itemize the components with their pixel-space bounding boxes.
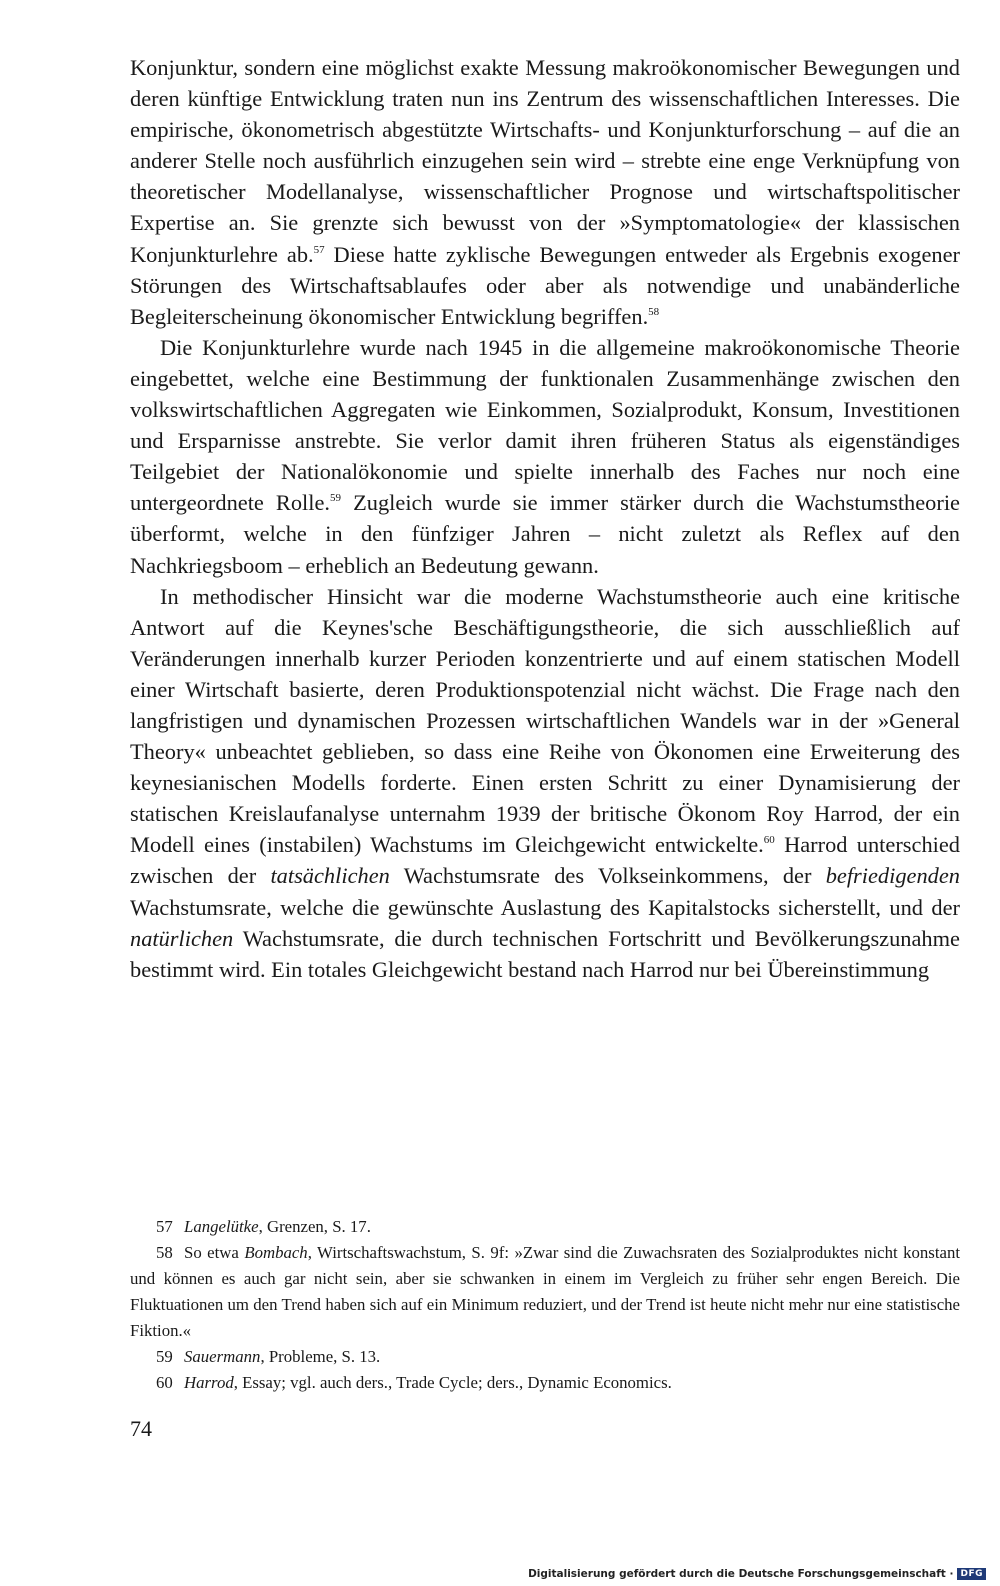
emphasis-text: tatsächlichen xyxy=(270,863,390,889)
footnote xyxy=(130,1214,960,1240)
emphasis-text: natürlichen xyxy=(130,925,234,951)
text-run: , Grenzen, S. 17. xyxy=(258,1217,371,1236)
footnote-number: 60 xyxy=(156,1373,173,1392)
footnote-number: 58 xyxy=(156,1243,173,1262)
text-run: Wachstumsrate, die durch technischen Fortschritt und Bevölkerungszunahme bestimmt wird. Ein totales Gleichgewicht bestand nach Harrod nur bei Übereinstimmung xyxy=(130,925,960,982)
text-run: , Probleme, S. 13. xyxy=(260,1347,381,1366)
text-run: Harrod unterschied zwischen der xyxy=(130,832,960,889)
footnote xyxy=(130,1370,960,1396)
text-run: Wachstumsrate des Volkseinkommens, der xyxy=(389,863,826,889)
footnotes xyxy=(130,1214,960,1396)
footnote xyxy=(130,1344,960,1370)
text-run: Wachstumsrate, welche die gewünschte Auslastung des Kapitalstocks sicherstellt, und der xyxy=(130,894,960,920)
emphasis-text: Sauermann xyxy=(184,1347,261,1366)
dfg-logo: DFG xyxy=(957,1568,986,1580)
paragraph xyxy=(130,332,960,581)
text-run: In methodischer Hinsicht war die moderne Wachstumstheorie auch eine kritische Antwort auf die Keynes'sche Beschäftigungstheorie, die sich ausschließlich auf Veränderungen innerhalb kurzer Perioden konzentrierte und auf einem statischen Modell einer Wirtschaft basierte, deren Produktionspotenzial nicht wächst. Die Frage nach den langfristigen und dynamischen Prozessen wirtschaftlichen Wandels war in der »General Theory« unbeachtet geblieben, so dass eine Reihe von Ökonomen eine Erweiterung des keynesianischen Modells forderte. Einen ersten Schritt zu einer Dynamisierung der statischen Kreislaufanalyse unternahm 1939 der britische Ökonom Roy Harrod, der ein Modell eines (instabilen) Wachstums im Gleichgewicht entwickelte. xyxy=(130,583,960,858)
paragraph xyxy=(130,581,960,985)
footnote-ref: 57 xyxy=(313,243,325,256)
emphasis-text: Langelütke xyxy=(184,1217,259,1236)
footnote-ref: 58 xyxy=(648,305,660,318)
digitization-footer xyxy=(528,1568,986,1580)
text-run: Die Konjunkturlehre wurde nach 1945 in die allgemeine makroökonomische Theorie eingebettet, welche eine Bestimmung der funktionalen Zusammenhänge zwischen den volkswirtschaftlichen Aggregaten wie Einkommen, Sozialprodukt, Konsum, Investitionen und Ersparnisse anstrebte. Sie verlor damit ihren früheren Status als eigenständiges Teilgebiet der Nationalökonomie und spielte innerhalb des Faches nur noch eine untergeordnete Rolle. xyxy=(130,334,960,516)
text-run: Diese hatte zyklische Bewegungen entweder als Ergebnis exogener Störungen des Wirtschaftsablaufes oder aber als notwendige und unabänderliche Begleiterscheinung ökonomischer Entwicklung begriffen. xyxy=(130,241,961,329)
text-run: So etwa xyxy=(184,1243,245,1262)
emphasis-text: befriedigenden xyxy=(825,863,960,889)
footnote-number: 59 xyxy=(156,1347,173,1366)
paragraph xyxy=(130,52,960,332)
footnote-ref: 60 xyxy=(763,834,775,847)
page-number: 74 xyxy=(130,1416,152,1441)
footnote xyxy=(130,1240,960,1344)
body-text xyxy=(130,52,960,985)
emphasis-text: Bombach xyxy=(244,1243,308,1262)
footnote-number: 57 xyxy=(156,1217,173,1236)
text-run: Zugleich wurde sie immer stärker durch die Wachstumstheorie überformt, welche in den fünfziger Jahren – nicht zuletzt als Reflex auf den Nachkriegsboom – erheblich an Bedeutung gewann. xyxy=(130,490,960,578)
text-run: Konjunktur, sondern eine möglichst exakte Messung makroökonomischer Bewegungen und deren künftige Entwicklung traten nun ins Zentrum des wissenschaftlichen Interesses. Die empirische, ökonometrisch abgestützte Wirtschafts- und Konjunkturforschung – auf die an anderer Stelle noch ausführlich einzugehen sein wird – strebte eine enge Verknüpfung von theoretischer Modellanalyse, wissenschaftlicher Prognose und wirtschaftspolitischer Expertise an. Sie grenzte sich bewusst von der »Symptomatologie« der klassischen Konjunkturlehre ab. xyxy=(130,55,960,267)
footnote-ref: 59 xyxy=(330,492,342,505)
text-run: , Wirtschaftswachstum, S. 9f: »Zwar sind die Zuwachsraten des Sozialproduktes nicht konstant und können es auch gar nicht sein, aber sie schwanken in einem im Vergleich zu früher sehr engen Bereich. Die Fluktuationen um den Trend haben sich auf ein Minimum reduziert, und der Trend ist heute nicht mehr nur eine statistische Fiktion.« xyxy=(130,1243,960,1340)
text-run: , Essay; vgl. auch ders., Trade Cycle; ders., Dynamic Economics. xyxy=(233,1373,672,1392)
footer-text: Digitalisierung gefördert durch die Deutsche Forschungsgemeinschaft · xyxy=(528,1568,954,1580)
emphasis-text: Harrod xyxy=(184,1373,234,1392)
